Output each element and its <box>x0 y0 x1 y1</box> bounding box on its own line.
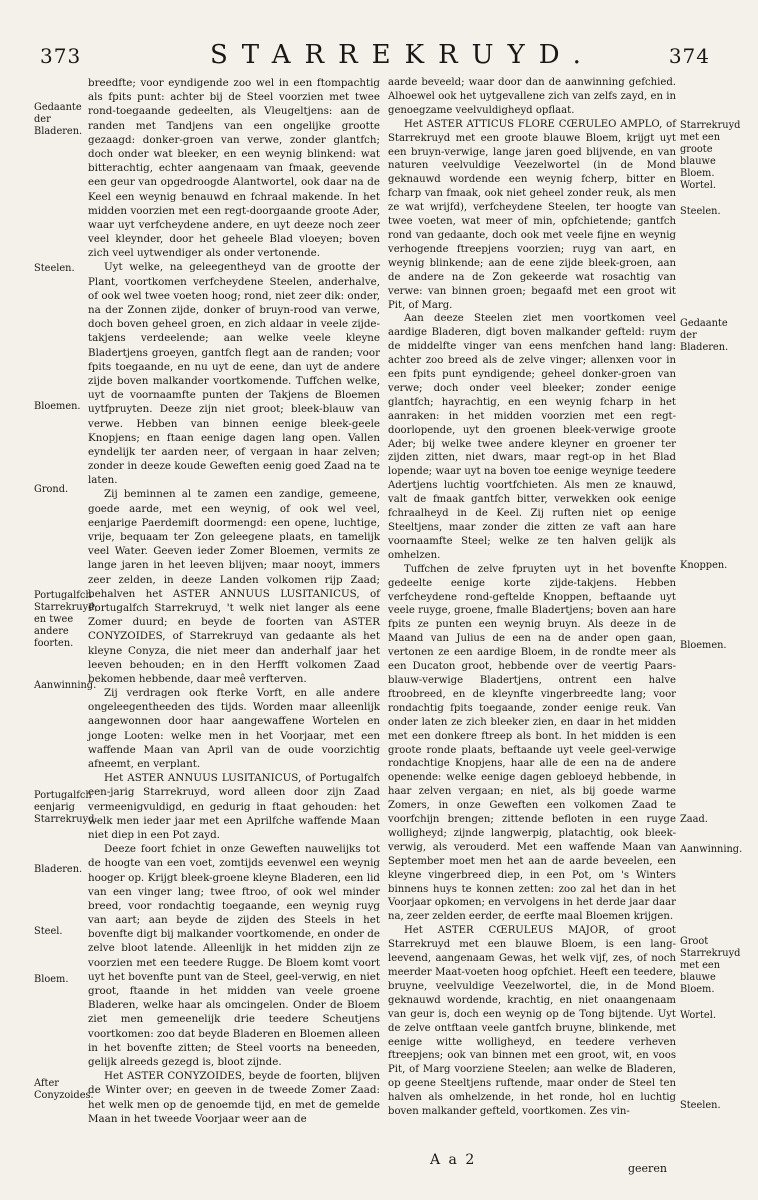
margin-note: After Conyzoides. <box>34 1078 94 1101</box>
signature-mark: A a 2 <box>430 1152 477 1168</box>
left-column <box>88 76 380 1126</box>
paragraph: Tuffchen de zelve fpruyten uyt in het bovenfte gedeelte eenige korte zijde-takjens. Hebben verfcheydene rond-geftelde Knoppen, beftaande uyt veele ruyge, groene, fmalle Bladertjens; boven aan hare fpits ze punten een weynig bruyn. Als deeze in de Maand van Julius de een na de ander open gaan, vertonen ze een aardige Bloem, in de rondte meer als een Ducaton groot, hebbende over de veertig Paars-blauw-verwige Bladertjens, ontrent een halve ftroobreed, en de kleynfte vingerbreedte lang; voor rondachtig fpits toegaande, zonder eenige reuk. Van onder laten ze zich bleeker zien, en daar in het midden met een donkere ftreep als bont. In het midden is een groote ronde plaats, beftaande uyt veele geel-verwige rondachtige Knopjens, haar alle de een na de andere openende: welke eenige dagen gebloeyd hebbende, in haar zelven vergaan; en niet, als bij goede warme Zomers, in onze Geweften een volkomen Zaad te voorfchijn brengen; zittende befloten in een ruyge wolligheyd; zijnde langwerpig, platachtig, ook bleek-verwig, als verouderd. Met een waffende Maan van September moet men het aan de aarde beveelen, een kleyne vingerbreed diep, in een Pot, om 's Winters binnens huys te konnen zetten: zoo zal het dan in het Voorjaar opkomen; en vervolgens in het derde jaar daar na, zeer zelden eerder, de eerfte maal Bloemen krijgen. <box>388 563 676 923</box>
margin-note: Steelen. <box>34 263 75 274</box>
margin-note: Aanwinning. <box>680 844 743 855</box>
margin-note: Wortel. <box>680 180 716 191</box>
paragraph: Deeze foort fchiet in onze Geweften nauwelijks tot de hoogte van een voet, zomtijds eevenwel een weynig hooger op. Krijgt bleek-groene kleyne Bladeren, een lid van een vinger lang; twee ftroo, of ook wel minder breed, voor rondachtig toegaande, een weynig ruyg van aart; aan beyde de zijden des Steels in het bovenfte digt bij malkander voortkomende, en onder de zelve bloot latende. Alleenlijk in het midden zijn ze voorzien met een teedere Rugge. De Bloem komt voort uyt het bovenfte punt van de Steel, geel-verwig, en niet groot, ftaande in het midden van veele groene Bladeren, welke haar als omcingelen. Onder de Bloem ziet men gemeenelijk drie teedere Scheutjens voortkomen: zoo dat beyde Bladeren en Bloemen alleen in het bovenfte zitten; de Steel voorts na beneeden, gelijk alreeds gezegd is, bloot zijnde. <box>88 843 380 1068</box>
margin-note: Bloemen. <box>680 640 727 651</box>
margin-note: Steelen. <box>680 1100 721 1111</box>
paragraph: Zij beminnen al te zamen een zandige, gemeene, goede aarde, met een weynig, of ook wel veel, eenjarige Paerdemift doormengd: een opene, luchtige, vrije, bequaam ter Zon geleegene plaats, en tamelijk veel Water. Geeven ieder Zomer Bloemen, vermits ze lange jaren in het leeven blijven; maar nooyt, immers zeer zelden, in deeze Landen volkomen rijp Zaad; behalven het ASTER ANNUUS LUSITANICUS, of Portugalfch Starrekruyd, 't welk niet langer als eene Zomer duurd; en beyde de foorten van ASTER CONYZOIDES, of Starrekruyd van gedaante als het kleyne Conyza, die niet meer dan anderhalf jaar het leeven behouden; en in den Herfft volkomen Zaad bekomen hebbende, daar meê verfterven. <box>88 488 380 685</box>
page-number-right: 374 <box>668 44 710 68</box>
margin-note: Starrekruyd met een groote blauwe Bloem. <box>680 120 741 179</box>
margin-note: Portugalfch Starrekruyd; en twee andere foorten. <box>34 590 98 649</box>
margin-note: Bloem. <box>34 974 69 985</box>
margin-note: Zaad. <box>680 814 708 825</box>
margin-note: Portugalfch eenjarig Starrekruyd. <box>34 790 98 825</box>
paragraph: Aan deeze Steelen ziet men voortkomen veel aardige Bladeren, digt boven malkander gefteld: ruym de middelfte vinger van eens menfchen hand lang: achter zoo breed als de zelve vinger; allenxen voor in een fpits punt eyndigende; geheel donker-groen van verwe; doch onder veel bleeker; zonder eenige glantfch; hayrachtig, en een weynig fcharp in het aanraken: in het midden voorzien met een regt-doorlopende, uyt den groenen bleek-verwige groote Ader; bij welke twee andere kleyner en groener ter zijden zitten, niet dwars, maar regt-op in het Blad lopende; waar uyt na boven toe eenige weynige teedere Adertjens luchtig voortfchieten. Als men ze knauwd, valt de fmaak gantfch bitter, verwekken ook eenige fchraalheyd in de Keel. Zij ruften niet op eenige Steeltjens, maar zonder die zitten ze vaft aan hare voornaamfte Steel; welke ze ten halven gelijk als omhelzen. <box>388 313 676 561</box>
page-footer <box>0 1152 758 1180</box>
page-number-left: 373 <box>40 44 82 68</box>
paragraph: Het ASTER ATTICUS FLORE CŒRULEO AMPLO, of Starrekruyd met een groote blauwe Bloem, krijgt uyt een bruyn-verwige, lange jaren goed blijvende, en van naturen veelvuldige Veezelwortel (in de Mond geknauwd wordende een weynig fcherp, bitter en fcharp van fmaak, ook niet geheel zonder reuk, als men ze wat wrijfd), verfcheydene Steelen, ter hoogte van twee voeten, wat meer of min, opfchietende; gantfch rond van gedaante, doch ook met veele fijne en weynig verhogende ftreepjens voorzien; ruyg van aart, en weynig blinkende; aan de eene zijde bleek-groen, aan de andere na de Zon gekeerde wat rosachtig van verwe: van binnen groen; begaafd met een groot wit Pit, of Marg. <box>388 118 676 311</box>
paragraph: breedfte; voor eyndigende zoo wel in een ftompachtig als fpits punt: achter bij de Steel voorzien met twee rond-toegaande gedeelten, als Vleugeltjens: aan de randen met Tandjens van een ongelijke grootte gezaagd: donker-groen van verwe, zonder glantfch; doch onder wat bleeker, en een weynig blinkend: wat bitterachtig, echter aangenaam van fmaak, geevende een geur van opgedroogde Alantwortel, ook daar na de Keel een weynig benauwd en fchraal makende. In het midden voorzien met een regt-doorgaande groote Ader, waar uyt verfcheydene andere, en uyt deeze noch zeer veel kleynder, door het geheele Blad vloeyen; boven zich veel uytwendiger als onder vertonende. <box>88 77 380 260</box>
margin-note: Steel. <box>34 926 63 937</box>
paragraph: Het ASTER CŒRULEUS MAJOR, of groot Starrekruyd met een blauwe Bloem, is een lang-leevend, aangenaam Gewas, het welk vijf, zes, of noch meerder Maat-voeten hoog opfchiet. Heeft een teedere, bruyne, veelvuldige Veezelwortel, die, in de Mond geknauwd wordende, krachtig, en niet onaangenaam van geur is, doch een weynig op de Tong bijtende. Uyt de zelve ontftaan veele gantfch bruyne, blinkende, met eenige witte wolligheyd, en teedere verheven ftreepjens; ook van binnen met een groot, wit, en voos Pit, of Marg voorziene Steelen; aan welke de Bladeren, op geene Steeltjens ruftende, maar onder de Steel ten halven als omhelzende, in het ronde, hol en luchtig boven malkander gefteld, voortkomen. Zes vin- <box>388 925 676 1118</box>
right-column <box>388 76 676 1119</box>
margin-note: Wortel. <box>680 1010 716 1021</box>
margin-note: Aanwinning. <box>34 680 97 691</box>
margin-note: Bladeren. <box>34 864 83 875</box>
margin-note: Gedaante der Bladeren. <box>680 318 729 353</box>
margin-note: Gedaante der Bladeren. <box>34 102 83 137</box>
margin-note: Knoppen. <box>680 560 728 571</box>
running-title: STARREKRUYD. <box>210 40 595 70</box>
page-header <box>40 40 720 72</box>
paragraph: Het ASTER CONYZOIDES, beyde de foorten, blijven de Winter over; en geeven in de tweede Zomer Zaad: het welk men op de genoemde tijd, en met de gemelde Maan in het tweede Voorjaar weer aan de <box>88 1070 380 1125</box>
catchword: geeren <box>628 1162 667 1175</box>
paragraph: Het ASTER ANNUUS LUSITANICUS, of Portugalfch een-jarig Starrekruyd, word alleen door zijn Zaad vermeenigvuldigd, en gedurig in ftaat gehouden: het welk men ieder jaar met een Aprilfche waffende Maan niet diep in een Pot zayd. <box>88 772 380 841</box>
margin-note: Groot Starrekruyd met een blauwe Bloem. <box>680 936 741 995</box>
margin-note: Bloemen. <box>34 401 81 412</box>
paragraph: Uyt welke, na geleegentheyd van de grootte der Plant, voortkomen verfcheydene Steelen, anderhalve, of ook wel twee voeten hoog; rond, niet zeer dik: onder, na der Zonnen zijde, donker of bruyn-rood van verwe, doch boven geheel groen, en zich aldaar in veele zijde-takjens verdeelende; aan welke veele kleyne Bladertjens groeyen, gantfch flegt aan de randen; voor fpits toegaande, en nu uyt de eene, dan uyt de andere zijde boven malkander voortkomende. Tuffchen welke, uyt de voornaamfte punten der Takjens de Bloemen uytfpruyten. Deeze zijn niet groot; bleek-blauw van verwe. Hebben van binnen eenige bleek-geele Knopjens; en ftaan eenige dagen lang open. Vallen eyndelijk ter aarden neer, of vergaan in haar zelven; zonder in deeze koude Geweften eenig goed Zaad na te laten. <box>88 261 380 487</box>
paragraph: aarde beveeld; waar door dan de aanwinning gefchied. Alhoewel ook het uytgevallene zich van zelfs zayd, en in genoegzame veelvuldigheyd opflaat. <box>388 77 676 116</box>
paragraph: Zij verdragen ook fterke Vorft, en alle andere ongeleegentheeden des tijds. Worden maar alleenlijk aangewonnen door haar aangewaffene Wortelen en jonge Looten: welke men in het Voorjaar, met een waffende Maan van April van de oude voorzichtig afneemt, en verplant. <box>88 687 380 770</box>
margin-note: Grond. <box>34 484 69 495</box>
margin-note: Steelen. <box>680 206 721 217</box>
